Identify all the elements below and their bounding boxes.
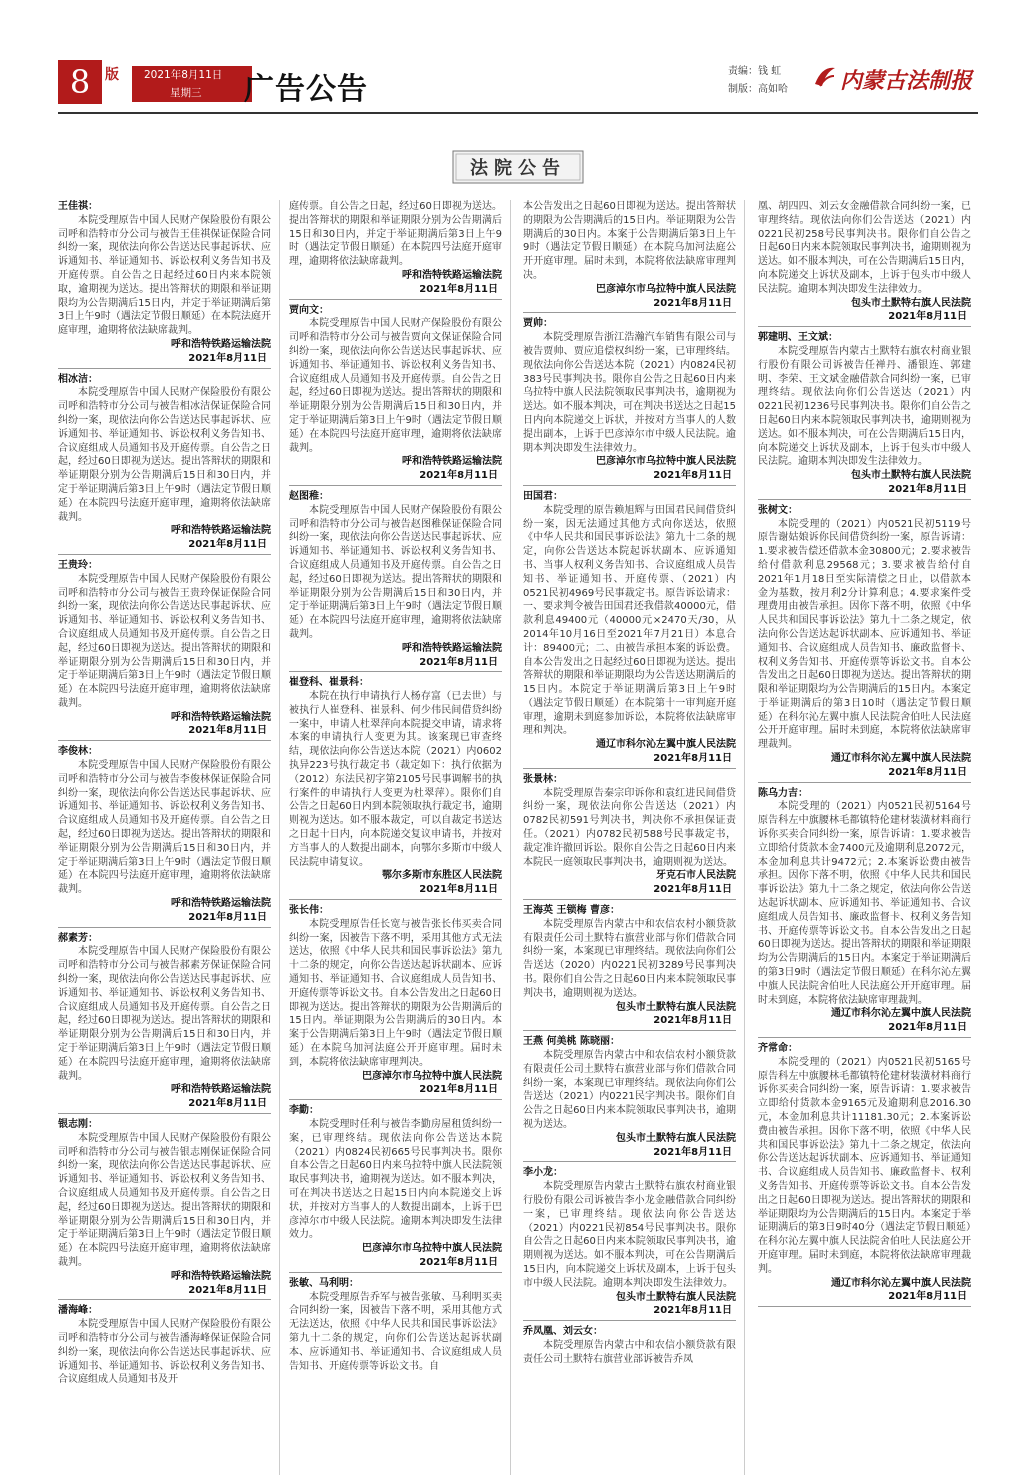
newspaper-logo [810, 62, 980, 92]
notice-party: 李俊林： [58, 746, 98, 758]
notice-date: 2021年8月11日 [653, 470, 732, 482]
notice-body: 庭传票。自公告之日起，经过60日即视为送达。提出答辩状的期限和举证期限分别为公告期满后15日和30日内，并定于举证期满后第3日上午9时（遇法定节假日顺延）在本院四号法庭开庭审理，逾期将依法缺席裁判。 [289, 201, 502, 268]
notice-party: 潘海峰： [58, 1305, 98, 1317]
notice-divider [289, 671, 502, 672]
notice-date: 2021年8月11日 [419, 1256, 498, 1268]
notice-court: 呼和浩特铁路运输法院 [171, 711, 271, 723]
notice-party: 赵图稚： [289, 490, 329, 502]
notice-body: 本院受理原告浙江浩瀚汽车销售有限公司与被告贾帅、贾应追偿权纠纷一案，已审理终结。现依法向你公告送达本院（2021）内0824民初383号民事判决书。限你自公告之日起60日内来乌拉特中旗人民法院领取民事判决书，逾期视为送达。如不服本判决，可在判决书送达之日起15日内向本院递交上诉状，并按对方当事人的人数提出副本，上诉于巴彦淖尔市中级人民法院。逾期本判决即发生法律效力。 [523, 332, 736, 454]
notice-court: 通辽市科尔沁左翼中旗人民法院 [831, 1008, 971, 1020]
notice-body: 本院受理原告中国人民财产保险股份有限公司呼和浩特市分公司与被告相冰洁保证保险合同纠纷一案，现依法向你公告送达民事起诉状、应诉通知书、举证通知书、诉讼权利义务告知书、合议庭组成人员通知书及开庭传票。自公告之日起，经过60日即视为送达。提出答辩状的期限和举证期限分别为公告期满后15日和30日内，并定于举证期满后第3日上午9时（遇法定节假日顺延）在本院四号法庭开庭审理，逾期将依法缺席裁判。 [58, 387, 271, 523]
notice-body: 本公告发出之日起60日即视为送达。提出答辩状的期限为公告期满后的15日内。举证期限为公告期满后的30日内。本案于公告期满后第3日上午9时（遇法定节假日顺延）在本院乌加河法庭公开开庭审理。届时未到，本院将依法缺席审理判决。 [523, 201, 736, 281]
notice-divider [523, 899, 736, 900]
notice-court: 呼和浩特铁路运输法院 [171, 338, 271, 350]
notice-date: 2021年8月11日 [188, 539, 267, 551]
notice-body: 本院受理原告中国人民财产保险股份有限公司呼和浩特市分公司与被告王贵玲保证保险合同纠纷一案，现依法向你公告送达民事起诉状、应诉通知书、举证通知书、诉讼权利义务告知书、合议庭组成人员通知书及开庭传票。自公告之日起，经过60日即视为送达。提出答辩状的期限和举证期限分别为公告期满后15日和30日内，并定于举证期满后第3日上午9时（遇法定节假日顺延）在本院四号法庭开庭审理，逾期将依法缺席裁判。 [58, 573, 271, 709]
newspaper-name: 内蒙古法制报 [840, 68, 973, 94]
notice-court: 呼和浩特铁路运输法院 [171, 898, 271, 910]
issue-date: 2021年8月11日 [144, 69, 223, 81]
court-notice [523, 200, 736, 313]
notice-divider [289, 299, 502, 300]
court-notice [289, 904, 502, 1100]
court-notice [289, 304, 502, 486]
notice-court: 牙克石市人民法院 [656, 870, 736, 882]
notice-divider [523, 1030, 736, 1031]
notice-court: 呼和浩特铁路运输法院 [402, 269, 502, 281]
notice-date: 2021年8月11日 [653, 1015, 732, 1027]
notice-divider [58, 1299, 271, 1300]
notice-date: 2021年8月11日 [653, 1305, 732, 1317]
notice-body: 本院受理原告内蒙古中和农信小额贷款有限责任公司土默特右旗营业部诉被告乔凤 [523, 1339, 736, 1365]
notice-divider [523, 768, 736, 769]
notice-date: 2021年8月11日 [188, 1284, 267, 1296]
notice-party: 贾向文： [289, 304, 329, 316]
notice-party: 王贵玲： [58, 559, 98, 571]
notice-court: 呼和浩特铁路运输法院 [171, 525, 271, 537]
notice-party: 银志刚： [58, 1119, 98, 1130]
notice-body: 本院受理原告任长宽与被告张长伟买卖合同纠纷一案，因被告下落不明，采用其他方式无法送达，依照《中华人民共和国民事诉讼法》第九十二条的规定，向你公告送达起诉状副本、应诉通知书、举证通知书、合议庭组成人员告知书、开庭传票等诉讼文书。自本公告发出之日起60日即视为送达。提出答辩状的期限为公告期满后的15日内。举证期限为公告期满后的30日内。本案于公告期满后第3日上午9时（遇法定节假日顺延）在本院乌加河法庭公开开庭审理。届时未到，本院将依法缺席审理判决。 [289, 918, 502, 1068]
producer-label: 制版：高如哈 [728, 84, 788, 95]
court-notice [523, 317, 736, 486]
page-number: 8 [58, 60, 102, 104]
court-notice [58, 200, 271, 369]
court-notice [289, 1104, 502, 1273]
notice-date: 2021年8月11日 [419, 1084, 498, 1096]
notice-party: 张敏、马利明： [289, 1277, 359, 1289]
notice-divider [58, 927, 271, 928]
notice-body: 本院受理原告中国人民财产保险股份有限公司呼和浩特市分公司与被告李俊林保证保险合同纠纷一案，现依法向你公告送达民事起诉状、应诉通知书、举证通知书、诉讼权利义务告知书、合议庭组成人员通知书及开庭传票。自公告之日起，经过60日即视为送达。提出答辩状的期限和举证期限分别为公告期满后15日和30日内，并定于举证期满后第3日上午9时（遇法定节假日顺延）在本院四号法庭开庭审理，逾期将依法缺席裁判。 [58, 760, 271, 896]
notice-divider [289, 1099, 502, 1100]
notice-divider [758, 782, 971, 783]
notice-date: 2021年8月11日 [888, 1022, 967, 1034]
notice-court: 巴彦淖尔市乌拉特中旗人民法院 [596, 283, 736, 295]
court-notice [758, 1042, 971, 1307]
notice-body: 本院受理时任利与被告李勤房屋租赁纠纷一案，已审理终结。现依法向你公告送达本院（2021）内0824民初665号民事判决书。限你自本公告之日起60日内来乌拉特中旗人民法院领取民事判决书，逾期视为送达。如不服本判决，可在判决书送达之日起15日内向本院递交上诉状，并按对方当事人的人数提出副本，上诉于巴彦淖尔市中级人民法院。逾期本判决即发生法律效力。 [289, 1119, 502, 1241]
court-notice [523, 904, 736, 1031]
notice-party: 王燕 何美桃 陈晓丽： [523, 1036, 620, 1048]
notice-date: 2021年8月11日 [188, 1098, 267, 1110]
court-notice [758, 331, 971, 500]
notice-party: 王海英 王锁梅 曹彦： [523, 905, 620, 917]
notice-party: 郝素芳： [58, 932, 98, 944]
notice-court: 呼和浩特铁路运输法院 [171, 1270, 271, 1282]
notice-court: 通辽市科尔沁左翼中旗人民法院 [831, 1277, 971, 1289]
notice-body: 本院受理原告中国人民财产保险股份有限公司呼和浩特市分公司与被告王佳祺保证保险合同纠纷一案，现依法向你公告送达民事起诉状、应诉通知书、举证通知书、诉讼权利义务告知书及开庭传票。自公告之日起经过60日内来本院领取，逾期视为送达。提出答辩状的期限和举证期限均为公告期满后15日内，并定于举证期满后第3日上午9时（遇法定节假日顺延）在本院法庭开庭审理，逾期将依法缺席裁判。 [58, 214, 271, 337]
notice-court: 包头市土默特右旗人民法院 [616, 1001, 736, 1013]
notice-divider [758, 326, 971, 327]
notice-divider [523, 485, 736, 486]
notice-body: 本院受理的（2021）内0521民初5119号原告谢姑娘诉你民间借贷纠纷一案，原告诉请：1.要求被告偿还借款本金30800元；2.要求被告给付借款利息29568元；3.要求被告给付自2021年1月18日至实际清偿之日止，以借款本金为基数，按月利2分计算利息；4.要求案件受理费用由被告承担。因你下落不明，依照《中华人民共和国民事诉讼法》第九十二条之规定，依法向你公告送达起诉状副本、应诉通知书、举证通知书、合议庭组成人员告知书、廉政监督卡、权利义务告知书、开庭传票等诉讼文书。自本公告发出之日起60日即视为送达。提出答辩状的期限和举证期限均为公告期满后的15日内。本案定于举证期满后的第3日10时（遇法定节假日顺延）在科尔沁左翼中旗人民法院舍伯吐人民法庭公开开庭审理。届时未到庭，本院将依法缺席审理裁判。 [758, 518, 971, 751]
notice-divider [289, 1272, 502, 1273]
court-notice [523, 1325, 736, 1366]
notice-court: 巴彦淖尔市乌拉特中旗人民法院 [362, 1243, 502, 1255]
notice-date: 2021年8月11日 [888, 483, 967, 495]
notice-divider [758, 499, 971, 500]
notice-date: 2021年8月11日 [888, 766, 967, 778]
notice-divider [758, 1306, 971, 1307]
notice-divider [289, 485, 502, 486]
logo-emblem-icon [812, 64, 838, 90]
notice-party: 张景林： [523, 773, 563, 785]
court-notice [58, 373, 271, 555]
notice-party: 相冰洁： [58, 373, 98, 385]
court-notice [58, 932, 271, 1114]
section-title: 广告公告 [244, 72, 368, 107]
notice-party: 李勤： [289, 1105, 319, 1117]
notice-date: 2021年8月11日 [419, 470, 498, 482]
notice-court: 包头市土默特右旗人民法院 [851, 297, 971, 309]
notice-divider [58, 368, 271, 369]
notice-party: 李小龙： [523, 1167, 563, 1179]
court-notice [58, 1118, 271, 1300]
notice-court: 通辽市科尔沁左翼中旗人民法院 [831, 753, 971, 765]
notice-party: 齐常命： [758, 1043, 798, 1055]
notice-date: 2021年8月11日 [888, 311, 967, 323]
notice-party: 张树文： [758, 504, 798, 516]
court-notice [58, 559, 271, 741]
court-notice [523, 773, 736, 900]
notice-court: 通辽市科尔沁左翼中旗人民法院 [596, 739, 736, 751]
notice-body: 本院受理原告中国人民财产保险股份有限公司呼和浩特市分公司与被告郝素芳保证保险合同纠纷一案，现依法向你公告送达民事起诉状、应诉通知书、举证通知书、诉讼权利义务告知书、合议庭组成人员通知书及开庭传票。自公告之日起，经过60日即视为送达。提出答辩状的期限和举证期限分别为公告期满后15日和30日内，并定于举证期满后第3日上午9时（遇法定节假日顺延）在本院四号法庭开庭审理，逾期将依法缺席裁判。 [58, 946, 271, 1082]
court-notice [289, 1277, 502, 1374]
notice-court: 呼和浩特铁路运输法院 [402, 456, 502, 468]
notice-divider [58, 554, 271, 555]
notice-body: 本院受理的原告赖旭辉与田国君民间借贷纠纷一案，因无法通过其他方式向你送达，依照《中华人民共和国民事诉讼法》第九十二条的规定，向你公告送达本院起诉状副本、应诉通知书、当事人权利义务告知书、合议庭组成人员告知书、举证通知书、开庭传票、（2021）内0521民初4969号民事裁定书。原告诉讼请求：一、要求判令被告田国君还我借款40000元，借款利息49400元（40000元×2470天/30，从2014年10月16日至2021年7月21日）本息合计：89400元；二、由被告承担本案的诉讼费。自本公告发出之日起经过60日即视为送达。提出答辩状的期限和举证期限均为公告送达期满后的15日内。本院定于举证期满后第3日上午9时（遇法定节假日顺延）在本院第十一审判庭开庭审理，逾期未到庭参加诉讼，本院将依法缺席审理和判决。 [523, 504, 736, 737]
court-notice [58, 1304, 271, 1387]
court-notice [523, 1166, 736, 1321]
notice-body: 本院受理原告中国人民财产保险股份有限公司呼和浩特市分公司与被告贾向文保证保险合同纠纷一案，现依法向你公告送达民事起诉状、应诉通知书、举证通知书、诉讼权利义务告知书、合议庭组成人员通知书及开庭传票。自公告之日起，经过60日即视为送达。提出答辩状的期限和举证期限分别为公告期满后15日和30日内，并定于举证期满后第3日上午9时（遇法定节假日顺延）在本院四号法庭开庭审理，逾期将依法缺席裁判。 [289, 318, 502, 454]
notice-date: 2021年8月11日 [888, 1291, 967, 1303]
notice-divider [289, 899, 502, 900]
notice-body: 本院受理原告中国人民财产保险股份有限公司呼和浩特市分公司与被告赵图稚保证保险合同纠纷一案，现依法向你公告送达民事起诉状、应诉通知书、举证通知书、诉讼权利义务告知书、合议庭组成人员通知书及开庭传票。自公告之日起，经过60日即视为送达。提出答辩状的期限和举证期限分别为公告期满后15日和30日内，并定于举证期满后第3日上午9时（遇法定节假日顺延）在本院四号法庭开庭审理，逾期将依法缺席裁判。 [289, 504, 502, 640]
notice-court: 鄂尔多斯市东胜区人民法院 [382, 870, 502, 882]
notice-court: 包头市土默特右旗人民法院 [616, 1132, 736, 1144]
notice-divider [523, 1320, 736, 1321]
header-rule [58, 112, 978, 114]
notice-date: 2021年8月11日 [419, 283, 498, 295]
notice-court: 巴彦淖尔市乌拉特中旗人民法院 [362, 1070, 502, 1082]
notice-body: 本院受理原告内蒙古中和农信农村小额贷款有限责任公司土默特右旗营业部与你们借款合同纠纷一案，本案现已审理终结。现依法向你们公告送达（2020）内0221民初3289号民事判决书。限你们自公告之日起60日内来本院领取民事判决书，逾期则视为送达。 [523, 918, 736, 999]
notice-divider [58, 1113, 271, 1114]
issue-date-box [132, 66, 252, 102]
notice-divider [58, 740, 271, 741]
notice-body: 本院受理原告中国人民财产保险股份有限公司呼和浩特市分公司与被告潘海峰保证保险合同纠纷一案，现依法向你公告送达民事起诉状、应诉通知书、举证通知书、诉讼权利义务告知书、合议庭组成人员通知书及开 [58, 1319, 271, 1386]
editor-label: 责编：钱 虹 [728, 66, 782, 77]
notice-court: 包头市土默特右旗人民法院 [616, 1291, 736, 1303]
notice-body: 本院受理原告乔军与被告张敏、马利明买卖合同纠纷一案，因被告下落不明，采用其他方式无法送达，依照《中华人民共和国民事诉讼法》第九十二条的规定，向你们公告送达起诉状副本、应诉通知书、举证通知书、合议庭组成人员告知书、开庭传票等诉讼文书。自 [289, 1291, 502, 1372]
column-divider [744, 200, 745, 1475]
editor-credits [728, 63, 788, 99]
court-notice [289, 676, 502, 900]
notice-party: 乔凤凰、刘云女： [523, 1326, 603, 1338]
notice-party: 贾帅： [523, 318, 553, 330]
notice-body: 凰、胡四四、刘云女金融借款合同纠纷一案，已审理终结。现依法向你们公告送达（2021）内0221民初258号民事判决书。限你们自公告之日起60日内来本院领取民事判决书，逾期则视为送达。如不服本判决，可在公告期满后15日内，向本院递交上诉状及副本，上诉于包头市中级人民法院。逾期本判决即发生法律效力。 [758, 201, 971, 295]
court-notice [289, 200, 502, 300]
column-3 [523, 200, 736, 1475]
notice-date: 2021年8月11日 [653, 753, 732, 765]
notice-body: 本院受理原告内蒙古中和农信农村小额贷款有限责任公司土默特右旗营业部与你们借款合同纠纷一案，本案现已审理终结。现依法向你们公告送达（2021）内0221民字判决书。限你们自公告之日起60日内来本院领取民事判决书，逾期视为送达。 [523, 1050, 736, 1130]
column-divider [510, 200, 511, 1475]
column-divider [279, 200, 280, 1475]
notice-party: 张长伟： [289, 905, 329, 917]
notice-date: 2021年8月11日 [653, 297, 732, 309]
notice-divider [758, 1037, 971, 1038]
notice-date: 2021年8月11日 [188, 352, 267, 364]
notice-body: 本院受理原告秦宗印诉你和袁红进民间借贷纠纷一案，现依法向你公告送达（2021）内0782民初591号判决书，判决你不承担保证责任。（2021）内0782民初588号民事裁定书，裁定准许撤回诉讼。限你自公告之日起60日内来本院民一庭领取民事判决书，逾期则视为送达。 [523, 787, 736, 868]
notice-divider [523, 312, 736, 313]
court-notice [58, 745, 271, 927]
column-4 [758, 200, 971, 1475]
notice-party: 郭建明、王文斌： [758, 332, 838, 344]
notice-party: 陈乌力吉： [758, 787, 808, 799]
banner-title: 法院公告 [470, 158, 566, 179]
notice-date: 2021年8月11日 [419, 656, 498, 668]
notice-party: 崔登科、崔景科： [289, 677, 369, 689]
court-notice [758, 504, 971, 783]
notice-body: 本院受理的（2021）内0521民初5164号原告科左中旗腰林毛都镇特伦建材装潢材料商行诉你买卖合同纠纷一案，原告诉请：1.要求被告立即给付货款本金7400元及逾期利息2072元，本金加利息共计9472元；2.本案诉讼费由被告承担。因你下落不明，依照《中华人民共和国民事诉讼法》第九十二条之规定，依法向你公告送达起诉状副本、应诉通知书、举证通知书、合议庭组成人员告知书、廉政监督卡、权利义务告知书、开庭传票等诉讼文书。自本公告发出之日起60日即视为送达。提出答辩状的期限和举证期限均为公告期满后的15日内。本案定于举证期满后的第3日9时（遇法定节假日顺延）在科尔沁左翼中旗人民法院舍伯吐人民法庭公开开庭审理。届时未到庭，本院将依法缺席审理裁判。 [758, 801, 971, 1006]
notice-party: 田国君： [523, 490, 563, 502]
notice-party: 王佳祺： [58, 201, 98, 212]
court-notice [523, 490, 736, 769]
notice-date: 2021年8月11日 [188, 911, 267, 923]
court-notice [523, 1035, 736, 1162]
column-2 [289, 200, 502, 1475]
court-notice [758, 200, 971, 327]
notice-date: 2021年8月11日 [419, 884, 498, 896]
notice-court: 包头市土默特右旗人民法院 [851, 470, 971, 482]
notice-body: 本院在执行申请执行人杨存富（已去世）与被执行人崔登科、崔景科、何少伟民间借贷纠纷一案中，申请人杜翠萍向本院提交申请，请求将本案的申请执行人变更为其。该案现已审查终结，现依法向你公告送达本院（2021）内0602执异223号执行裁定书（裁定如下：执行依据为（2012）东法民初字第2105号民事调解书的执行案件的申请执行人变更为杜翠萍）。限你们自公告之日起60日内到本院领取执行裁定书，逾期则视为送达。如不服本裁定，可以自裁定书送达之日起十日内，向本院递交复议申请书，并按对方当事人的人数提出副本，向鄂尔多斯市中级人民法院申请复议。 [289, 691, 502, 868]
notice-divider [523, 1161, 736, 1162]
notice-court: 呼和浩特铁路运输法院 [171, 1084, 271, 1096]
page-header [58, 60, 978, 108]
notice-date: 2021年8月11日 [653, 1146, 732, 1158]
notice-court: 巴彦淖尔市乌拉特中旗人民法院 [596, 456, 736, 468]
section-banner [452, 150, 584, 184]
notice-body: 本院受理的（2021）内0521民初5165号原告科左中旗腰林毛都镇特伦建材装潢材料商行诉你买卖合同纠纷一案，原告诉请：1.要求被告立即给付货款本金9165元及逾期利息2016.30元，本金加利息共计11181.30元；2.本案诉讼费由被告承担。因你下落不明，依照《中华人民共和国民事诉讼法》第九十二条之规定，依法向你公告送达起诉状副本、应诉通知书、举证通知书、合议庭组成人员告知书、廉政监督卡、权利义务告知书、开庭传票等诉讼文书。自本公告发出之日起60日即视为送达。提出答辩状的期限和举证期限均为公告期满后的15日内。本案定于举证期满后的第3日9时40分（遇法定节假日顺延）在科尔沁左翼中旗人民法院舍伯吐人民法庭公开开庭审理。届时未到庭，本院将依法缺席审理裁判。 [758, 1056, 971, 1275]
notice-court: 呼和浩特铁路运输法院 [402, 642, 502, 654]
court-notice [758, 787, 971, 1038]
notice-body: 本院受理原告内蒙古土默特右旗农村商业银行股份有限公司诉被告任禅丹、潘银连、郭建明、李荣、王文斌金融借款合同纠纷一案，已审理终结。现依法向你们公告送达（2021）内0221民初1236号民事判决书。限你们自公告之日起60日内来本院领取民事判决书，逾期则视为送达。如不服本判决，可在公告期满后15日内，向本院递交上诉状及副本，上诉于包头市中级人民法院。逾期本判决即发生法律效力。 [758, 345, 971, 468]
notice-date: 2021年8月11日 [653, 884, 732, 896]
column-1 [58, 200, 271, 1475]
ban-label: 版 [105, 67, 119, 83]
court-notice [289, 490, 502, 672]
notice-date: 2021年8月11日 [188, 725, 267, 737]
notice-body: 本院受理原告中国人民财产保险股份有限公司呼和浩特市分公司与被告银志刚保证保险合同纠纷一案，现依法向你公告送达民事起诉状、应诉通知书、举证通知书、诉讼权利义务告知书、合议庭组成人员通知书及开庭传票。自公告之日起，经过60日即视为送达。提出答辩状的期限和举证期限分别为公告期满后15日和30日内，并定于举证期满后第3日上午9时（遇法定节假日顺延）在本院四号法庭开庭审理，逾期将依法缺席裁判。 [58, 1132, 271, 1268]
notice-body: 本院受理原告内蒙古土默特右旗农村商业银行股份有限公司诉被告李小龙金融借款合同纠纷一案，已审理终结。现依法向你公告送达（2021）内0221民初854号民事判决书。限你自公告之日起60日内来本院领取民事判决书，逾期则视为送达。如不服本判决，可在公告期满后15日内，向本院递交上诉状及副本，上诉于包头市中级人民法院。逾期本判决即发生法律效力。 [523, 1181, 736, 1289]
issue-weekday: 星期三 [170, 87, 202, 99]
